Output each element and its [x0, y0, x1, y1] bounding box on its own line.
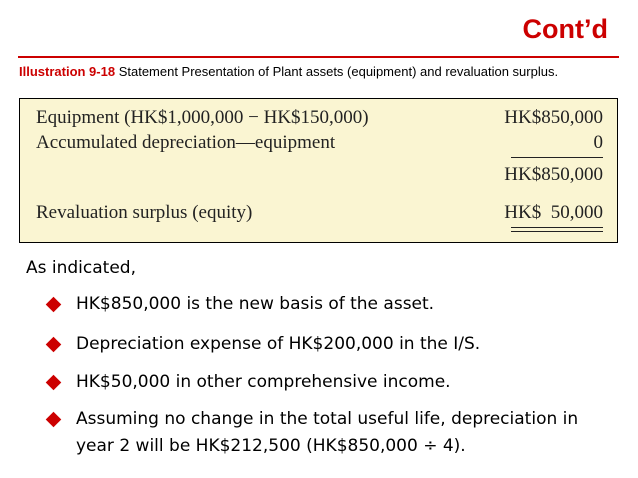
- double-underline-top: [511, 227, 603, 228]
- statement-row-revaluation-surplus: [20, 202, 617, 226]
- illustration-text: Statement Presentation of Plant assets (equipment) and revaluation surplus.: [115, 64, 559, 79]
- double-underline-bottom: [511, 231, 603, 232]
- statement-label: Revaluation surplus (equity): [36, 202, 253, 223]
- diamond-bullet-icon: [46, 297, 62, 313]
- diamond-bullet-icon: [46, 412, 62, 428]
- slide-title: Cont’d: [522, 14, 608, 44]
- statement-label: Equipment (HK$1,000,000 − HK$150,000): [36, 107, 369, 128]
- bullet-text: HK$50,000 in other comprehensive income.: [76, 372, 451, 392]
- statement-row-net-total: [20, 164, 617, 188]
- statement-row-accumulated-depreciation: [20, 132, 617, 156]
- bullet-text: Assuming no change in the total useful life, depreciation in year 2 will be HK$212,500 (HK$850,000 ÷ 4).: [76, 409, 579, 456]
- intro-text: As indicated,: [26, 258, 136, 278]
- statement-amount: HK$850,000: [504, 164, 603, 185]
- illustration-label: Illustration 9-18: [19, 64, 116, 79]
- bullet-text: Depreciation expense of HK$200,000 in the I/S.: [76, 334, 481, 354]
- bullet-text: HK$850,000 is the new basis of the asset.: [76, 294, 435, 314]
- statement-amount: HK$850,000: [504, 107, 603, 128]
- statement-amount: HK$ 50,000: [504, 202, 603, 223]
- statement-row-equipment: [20, 107, 617, 131]
- diamond-bullet-icon: [46, 375, 62, 391]
- statement-amount: 0: [593, 132, 603, 153]
- statement-label: Accumulated depreciation—equipment: [36, 132, 336, 153]
- diamond-bullet-icon: [46, 337, 62, 353]
- subtotal-underline: [511, 157, 603, 158]
- statement-box: [19, 98, 618, 243]
- illustration-caption: [19, 64, 558, 79]
- title-divider: [18, 56, 619, 58]
